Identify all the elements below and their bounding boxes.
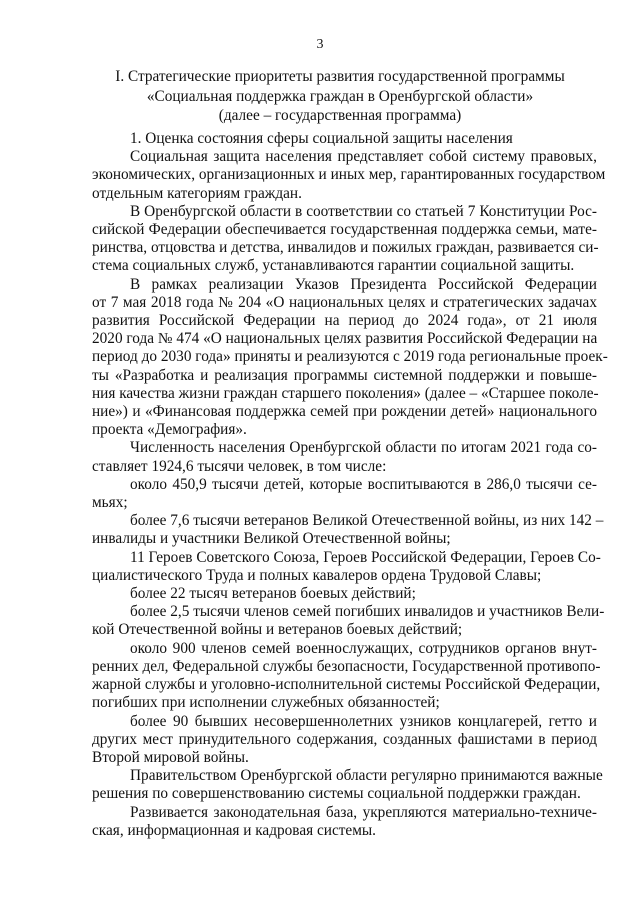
text-line: ринства, отцовства и детства, инвалидов и пожилых граждан, развивается си- xyxy=(92,239,599,257)
paragraph xyxy=(92,585,597,603)
text-line: более 90 бывших несовершеннолетних узников концлагерей, гетто и xyxy=(130,712,597,730)
document-body xyxy=(92,130,608,840)
text-line: период до 2030 года» приняты и реализуются с 2019 года региональные проек- xyxy=(92,348,608,366)
paragraph xyxy=(92,439,597,475)
text-line: В Оренбургской области в соответствии со статьей 7 Конституции Рос- xyxy=(130,202,597,220)
text-line: решения по совершенствованию системы социальной поддержки граждан. xyxy=(92,785,581,803)
heading-line-3: (далее – государственная программа) xyxy=(218,107,462,124)
text-line: около 900 членов семей военнослужащих, сотрудников органов внут- xyxy=(130,639,597,657)
paragraph xyxy=(92,767,603,803)
text-line: других мест принудительного содержания, созданных фашистами в период xyxy=(92,730,597,748)
text-line: ние») и «Финансовая поддержка семей при рождении детей» национального xyxy=(92,403,597,421)
text-line: ставляет 1924,6 тысячи человек, в том числе: xyxy=(92,457,387,475)
text-line: сийской Федерации обеспечивается государственная поддержка семьи, мате- xyxy=(92,221,597,239)
heading-line-2: «Социальная поддержка граждан в Оренбургской области» xyxy=(146,87,534,105)
text-line: Правительством Оренбургской области регулярно принимаются важные xyxy=(130,767,603,785)
paragraph xyxy=(92,639,601,713)
text-line: 1. Оценка состояния сферы социальной защиты населения xyxy=(130,130,513,147)
text-line: инвалиды и участники Великой Отечественной войны; xyxy=(92,530,451,548)
text-line: проекта «Демография». xyxy=(92,421,247,439)
text-line: 11 Героев Советского Союза, Героев Российской Федерации, Героев Со- xyxy=(130,548,601,566)
text-line: ская, информационная и кадровая системы. xyxy=(92,821,376,839)
paragraph xyxy=(92,203,597,276)
paragraph xyxy=(92,713,597,768)
text-line: жарной службы и уголовно-исполнительной системы Российской Федерации, xyxy=(92,676,601,694)
paragraph xyxy=(92,603,605,639)
text-line: отдельным категориям граждан. xyxy=(92,184,302,202)
text-line: В рамках реализации Указов Президента Российской Федерации xyxy=(130,275,597,293)
text-line: экономических, организационных и иных мер, гарантированных государством xyxy=(92,166,606,184)
text-line: от 7 мая 2018 года № 204 «О национальных целях и стратегических задачах xyxy=(92,293,597,311)
text-line: кой Отечественной войны и ветеранов боевых действий; xyxy=(92,621,463,639)
text-line: ния качества жизни граждан старшего поколения» (далее – «Старшее поколе- xyxy=(92,384,599,402)
text-line: мьях; xyxy=(92,494,128,512)
text-line: Второй мировой войны. xyxy=(92,748,249,766)
heading-line-1: I. Стратегические приоритеты развития государственной программы xyxy=(115,68,565,85)
page-number: 3 xyxy=(316,37,324,52)
text-line: более 22 тысяч ветеранов боевых действий; xyxy=(130,585,416,603)
text-line: стема социальных служб, устанавливаются гарантии социальной защиты. xyxy=(92,257,575,275)
paragraph xyxy=(92,476,597,512)
paragraph xyxy=(92,804,597,840)
section-heading xyxy=(100,67,580,126)
paragraph xyxy=(92,275,608,440)
text-line: Численность населения Оренбургской области по итогам 2021 года со- xyxy=(130,439,597,457)
text-line: погибших при исполнении служебных обязанностей; xyxy=(92,694,440,712)
paragraph xyxy=(92,148,606,203)
text-line: ренних дел, Федеральной службы безопасности, Государственной противопо- xyxy=(92,657,601,675)
paragraph xyxy=(92,548,601,585)
text-line: Социальная защита населения представляет собой систему правовых, xyxy=(130,148,597,166)
text-line: Развивается законодательная база, укрепляются материально-техниче- xyxy=(130,803,597,821)
text-line: 2020 года № 474 «О национальных целях развития Российской Федерации на xyxy=(92,330,598,348)
text-line: циалистического Труда и полных кавалеров ордена Трудовой Славы; xyxy=(92,566,542,584)
text-line: около 450,9 тысячи детей, которые воспитываются в 286,0 тысячи се- xyxy=(130,475,597,493)
paragraph xyxy=(92,512,604,548)
text-line: ты «Разработка и реализация программы системной поддержки и повыше- xyxy=(92,366,597,384)
text-line: развития Российской Федерации на период до 2024 года», от 21 июля xyxy=(92,312,597,330)
subsection-heading xyxy=(92,130,597,148)
text-line: более 7,6 тысячи ветеранов Великой Отечественной войны, из них 142 – xyxy=(130,512,604,530)
text-line: более 2,5 тысячи членов семей погибших инвалидов и участников Вели- xyxy=(130,603,605,621)
